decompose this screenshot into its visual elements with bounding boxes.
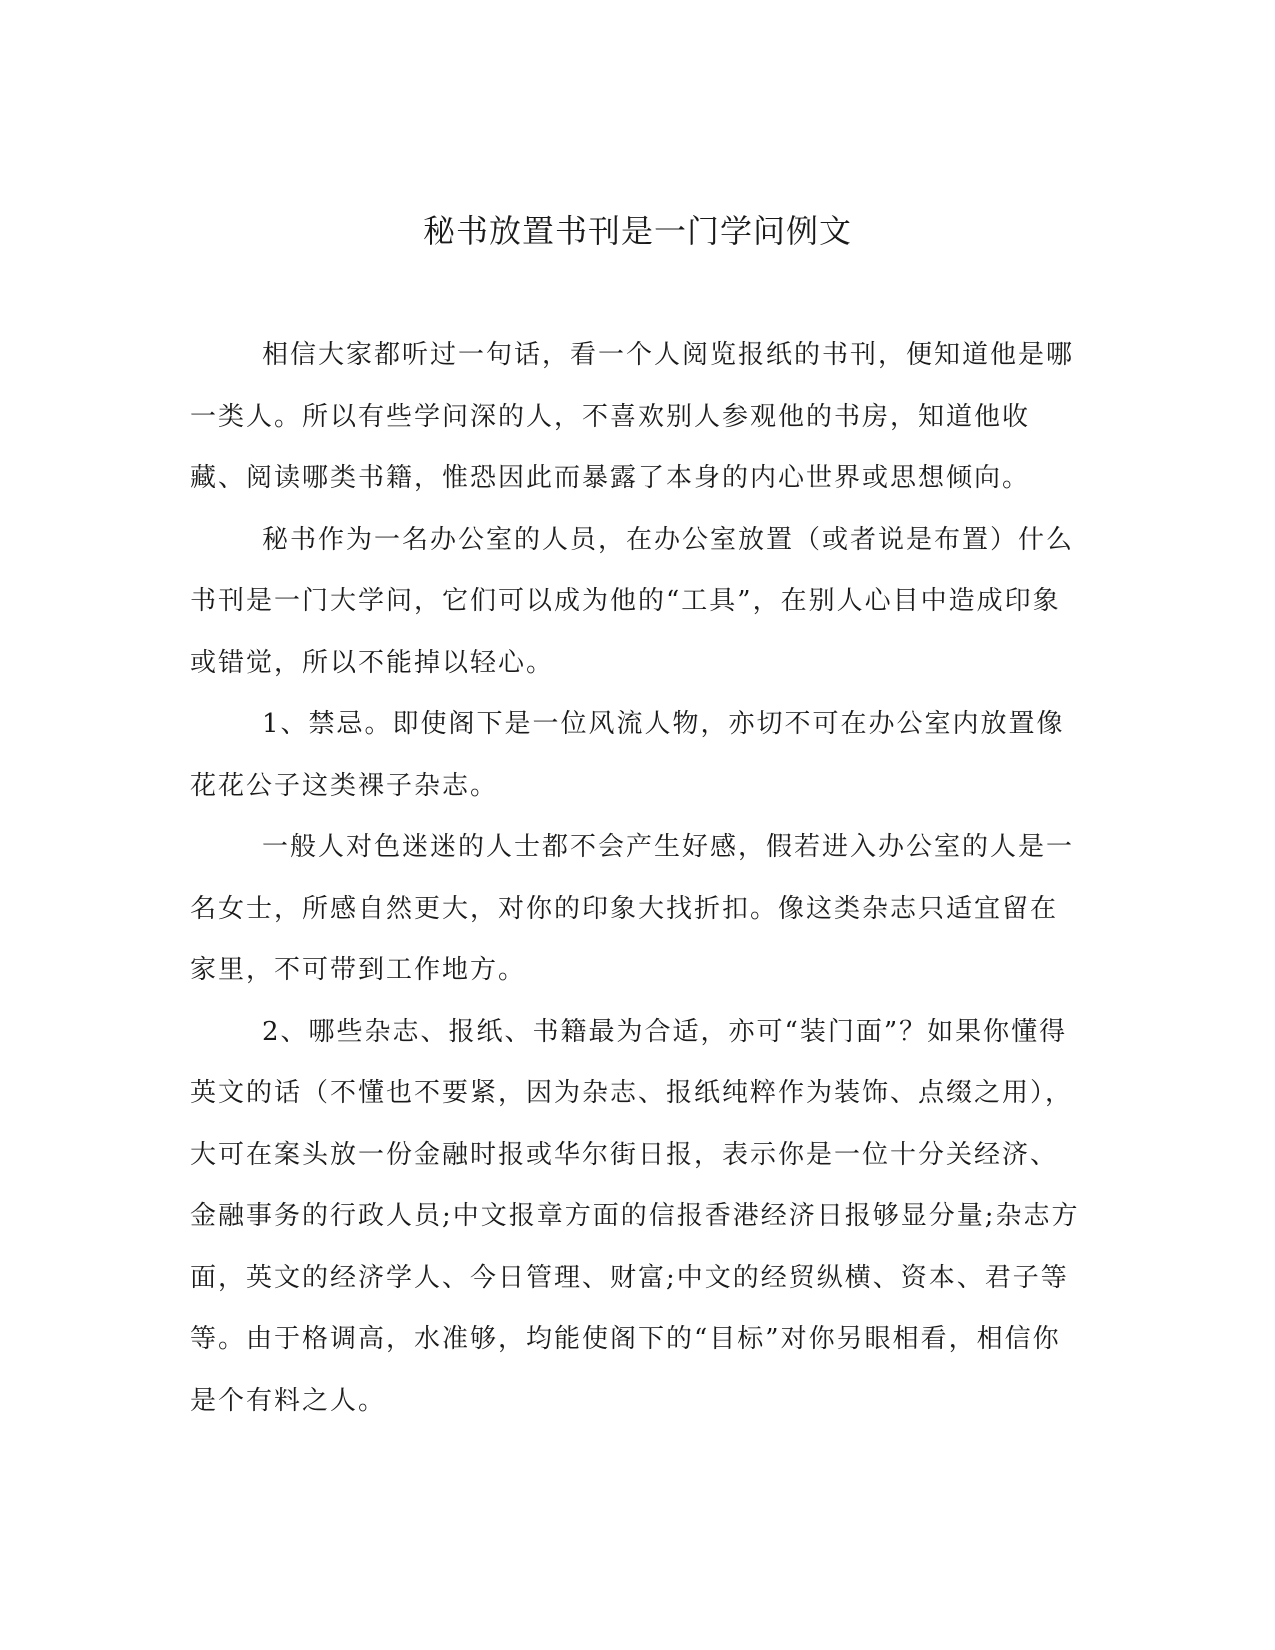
- paragraph-impression: 一般人对色迷迷的人士都不会产生好感，假若进入办公室的人是一名女士，所感自然更大，对你的印象大找折扣。像这类杂志只适宜留在家里，不可带到工作地方。: [190, 832, 1075, 985]
- document-body: [190, 325, 1080, 1432]
- paragraph-intro: 相信大家都听过一句话，看一个人阅览报纸的书刊，便知道他是哪一类人。所以有些学问深的人，不喜欢别人参观他的书房，知道他收藏、阅读哪类书籍，惟恐因此而暴露了本身的内心世界或思想倾向。: [190, 340, 1075, 493]
- paragraph-taboo: 1、禁忌。即使阁下是一位风流人物，亦切不可在办公室内放置像花花公子这类裸子杂志。: [190, 709, 1065, 801]
- paragraph-recommended-publications: 2、哪些杂志、报纸、书籍最为合适，亦可“装门面”？如果你懂得英文的话（不懂也不要紧，因为杂志、报纸纯粹作为装饰、点缀之用），大可在案头放一份金融时报或华尔街日报，表示你是一位十分关经济、金融事务的行政人员;中文报章方面的信报香港经济日报够显分量;杂志方面，英文的经济学人、今日管理、财富;中文的经贸纵横、资本、君子等等。由于格调高，水准够，均能使阁下的“目标”对你另眼相看，相信你是个有料之人。: [190, 1016, 1080, 1416]
- document-title: 秘书放置书刊是一门学问例文: [422, 212, 852, 250]
- paragraph-secretary-role: 秘书作为一名办公室的人员，在办公室放置（或者说是布置）什么书刊是一门大学问，它们可以成为他的“工具”，在别人心目中造成印象或错觉，所以不能掉以轻心。: [190, 524, 1075, 678]
